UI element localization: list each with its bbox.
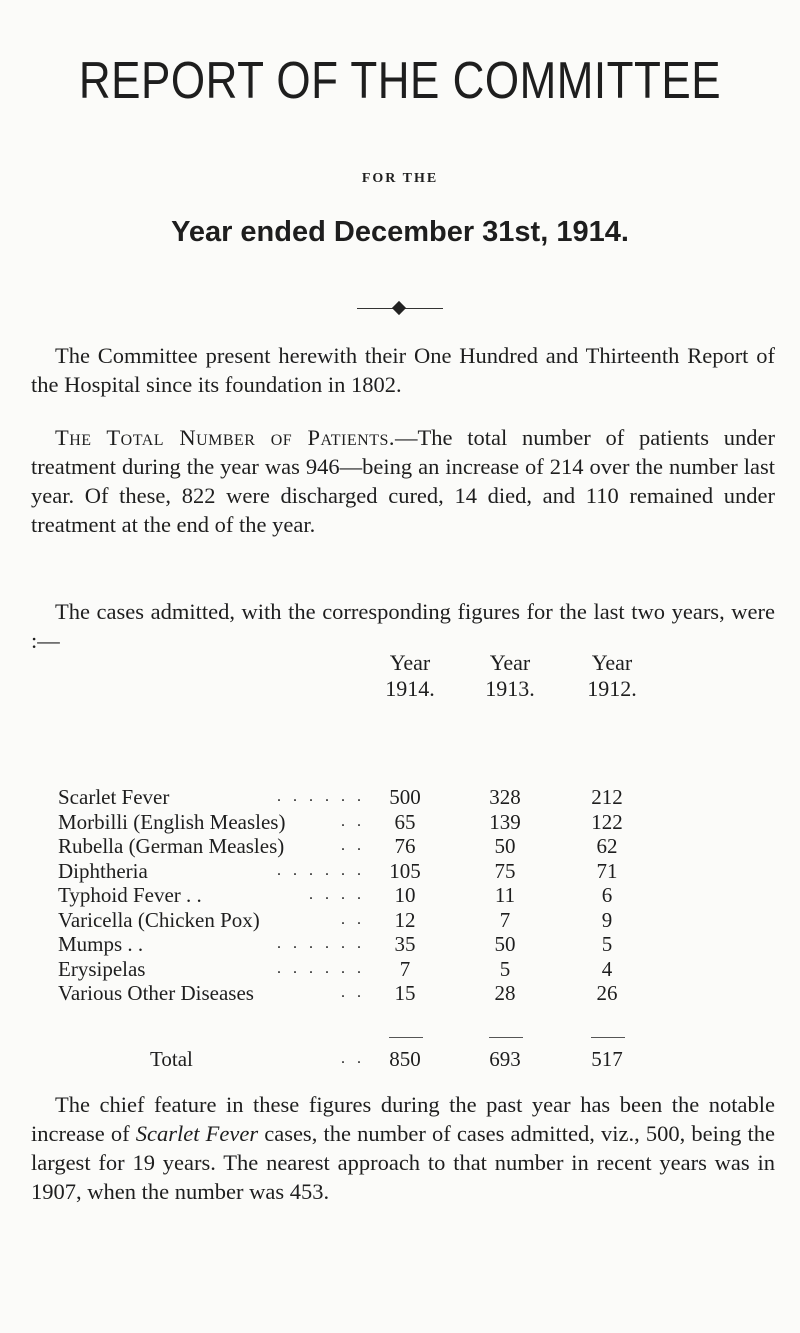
leader-dots: . . <box>341 812 365 830</box>
report-period: Year ended December 31st, 1914. <box>171 216 629 248</box>
cell-1913: 139 <box>489 809 521 834</box>
section-heading: The Total Number of Patients. <box>55 425 395 450</box>
disease-label: Varicella (Chicken Pox) <box>58 907 260 932</box>
cell-1914: 76 <box>394 834 416 858</box>
intro-paragraph: The Committee present herewith their One Hundred and Thirteenth Report of the Hospital since its foundation in 1802. <box>31 343 775 397</box>
table-row <box>0 859 800 885</box>
cell-1913: 11 <box>494 883 516 907</box>
cell-1914: 105 <box>389 858 421 883</box>
cell-1913: 328 <box>489 785 521 809</box>
leader-dots: . . . . . . <box>277 959 365 977</box>
cases-intro-paragraph: The cases admitted, with the corresponding figures for the last two years, were :— <box>31 599 775 653</box>
table-row <box>0 883 800 909</box>
cell-1912: 9 <box>601 907 613 932</box>
table-row <box>0 957 800 983</box>
cell-1914: 65 <box>394 809 416 834</box>
cell-1914: 500 <box>389 785 421 809</box>
report-subtitle: FOR THE <box>361 171 439 186</box>
total-row <box>0 1047 800 1073</box>
disease-label: Total <box>150 1047 193 1071</box>
disease-label: Rubella (German Measles) <box>58 834 285 858</box>
leader-dots: . . <box>341 984 365 1001</box>
column-header: Year 1913. <box>485 650 535 701</box>
cell-1914: 15 <box>394 981 416 1005</box>
cell-1913: 75 <box>494 858 516 883</box>
cell-1912: 6 <box>601 883 613 907</box>
table-row <box>0 981 800 1007</box>
leader-dots: . . <box>341 1050 365 1067</box>
cell-1912: 71 <box>596 858 618 883</box>
cell-1912: 212 <box>591 785 623 809</box>
cell-1913: 7 <box>499 907 511 932</box>
table-row <box>0 908 800 934</box>
cell-1913: 50 <box>494 932 516 956</box>
cell-1914: 10 <box>394 883 416 907</box>
cell-1913: 693 <box>489 1047 521 1071</box>
column-header: Year 1914. <box>385 650 435 701</box>
total-rule <box>489 1037 523 1038</box>
disease-label: Diphtheria <box>58 858 148 883</box>
total-rule <box>389 1037 423 1038</box>
leader-dots: . . . . . . <box>277 935 365 952</box>
cell-1912: 4 <box>601 956 613 981</box>
disease-label: Morbilli (English Measles) <box>58 809 286 834</box>
cell-1914: 7 <box>399 956 411 981</box>
cell-1912: 26 <box>596 981 618 1005</box>
total-patients-paragraph: The Total Number of Patients.—The total number of patients under treatment during the year was 946—being an increase of 214 over the number last year. Of these, 822 were discharged cured, 14 died, and 110 remained under treatment at the end of the year. <box>31 425 776 537</box>
cell-1913: 28 <box>494 981 516 1005</box>
disease-label: Erysipelas <box>58 956 146 981</box>
report-title: REPORT OF THE COMMITTEE <box>78 52 722 110</box>
table-row <box>0 810 800 836</box>
leader-dots: . . <box>341 910 365 928</box>
leader-dots: . . . . . . <box>277 788 365 805</box>
disease-label: Typhoid Fever . . <box>58 883 202 907</box>
cell-1912: 62 <box>596 834 618 858</box>
diamond-icon <box>392 301 406 315</box>
closing-paragraph: The chief feature in these figures during the past year has been the notable increase of Scarlet Fever cases, the number of cases admitted, viz., 500, being the largest for 19 years. The nearest approach to that number in recent years was in 1907, when the number was 453. <box>31 1092 775 1204</box>
table-row <box>0 785 800 811</box>
leader-dots: . . . . <box>309 886 365 903</box>
cell-1912: 5 <box>601 932 613 956</box>
cell-1912: 517 <box>591 1047 623 1071</box>
cell-1913: 50 <box>494 834 516 858</box>
total-rule <box>591 1037 625 1038</box>
disease-label: Various Other Diseases <box>58 981 254 1005</box>
table-row <box>0 932 800 958</box>
cell-1914: 12 <box>394 907 416 932</box>
leader-dots: . . <box>341 837 365 854</box>
disease-label: Mumps . . <box>58 932 144 956</box>
divider-ornament <box>357 302 443 316</box>
table-row <box>0 834 800 860</box>
cell-1914: 850 <box>389 1047 421 1071</box>
cell-1912: 122 <box>591 809 623 834</box>
cell-1913: 5 <box>499 956 511 981</box>
cell-1914: 35 <box>394 932 416 956</box>
leader-dots: . . . . . . <box>277 861 365 879</box>
column-header: Year 1912. <box>587 650 637 701</box>
disease-label: Scarlet Fever <box>58 785 170 809</box>
